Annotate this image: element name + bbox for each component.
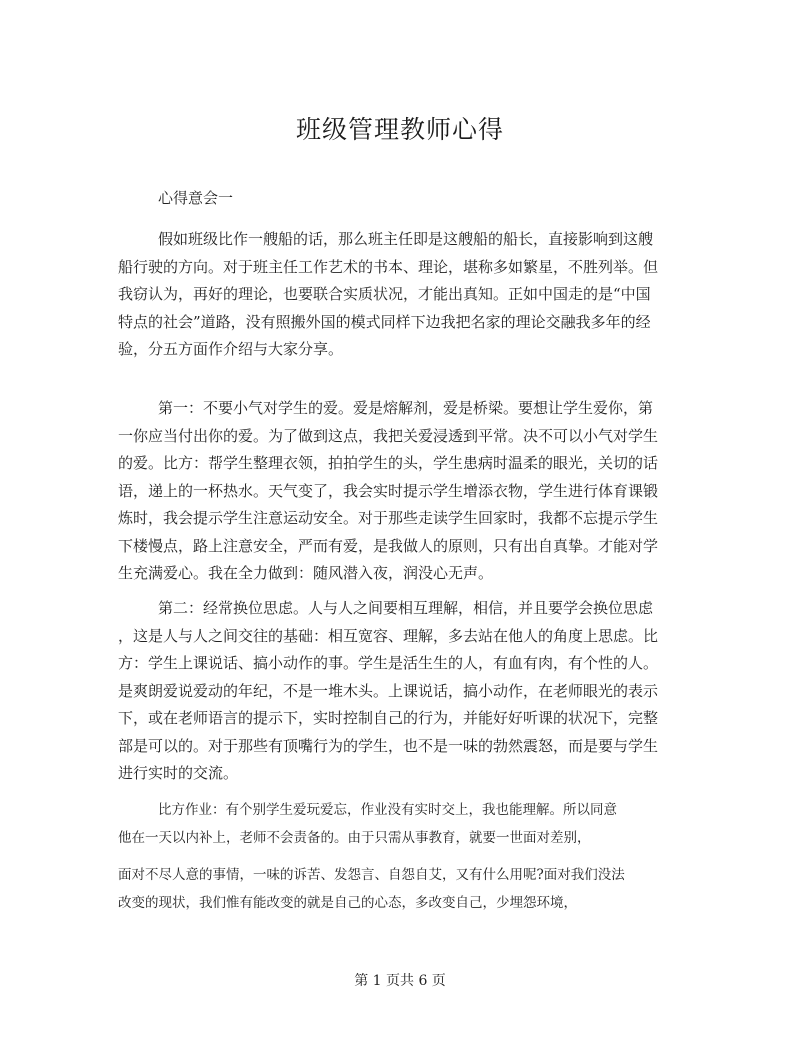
paragraph-line: ，这是人与人之间交往的基础：相互宽容、理解，多去站在他人的角度上思虑。比: [118, 626, 659, 645]
paragraph-line: 改变的现状，我们惟有能改变的就是自己的心态，多改变自己，少埋怨环境，: [118, 894, 577, 911]
page-footer: 第 1 页共 6 页: [354, 973, 446, 989]
paragraph-1: [118, 226, 658, 364]
paragraph-line: 进行实时的交流。: [118, 764, 239, 782]
paragraph-line: 炼时，我会提示学生注意运动安全。对于那些走读学生回家时，我都不忘提示学生: [118, 509, 659, 527]
paragraph-line: 比方作业：有个别学生爱玩爱忘，作业没有实时交上，我也能理解。所以同意: [158, 802, 617, 818]
paragraph-3: [118, 595, 658, 788]
paragraph-line: 是爽朗爱说爱动的年纪，不是一堆木头。上课说话，搞小动作，在老师眼光的表示: [118, 681, 659, 700]
paragraph-line: 船行驶的方向。对于班主任工作艺术的书本、理论，堪称多如繁星，不胜列举。但: [118, 257, 659, 276]
paragraph-line: 的爱。比方：帮学生整理衣领，拍拍学生的头，学生患病时温柔的眼光，关切的话: [118, 454, 659, 472]
paragraph-line: 面对不尽人意的事情，一味的诉苦、发怨言、自怨自艾，又有什么用呢?面对我们没法: [118, 867, 625, 883]
paragraph-line: 语，递上的一杯热水。天气变了，我会实时提示学生增添衣物，学生进行体育课锻: [118, 481, 659, 500]
paragraph-line: 下楼慢点，路上注意安全，严而有爱，是我做人的原则，只有出自真挚。才能对学: [118, 536, 659, 555]
page-title: 班级管理教师心得: [295, 115, 504, 144]
paragraph-line: 生充满爱心。我在全力做到：随风潜入夜，润没心无声。: [118, 564, 494, 582]
paragraph-line: 第一：不要小气对学生的爱。爱是熔解剂，爱是桥梁。要想让学生爱你，第: [158, 399, 654, 417]
paragraph-4: [118, 797, 658, 852]
section-heading: 心得意会一: [158, 189, 234, 207]
paragraph-line: 第二：经常换位思虑。人与人之间要相互理解，相信，并且要学会换位思虑: [158, 599, 654, 617]
paragraph-line: 一你应当付出你的爱。为了做到这点，我把关爱浸透到平常。决不可以小气对学生: [118, 426, 659, 445]
paragraph-line: 他在一天以内补上，老师不会责备的。由于只需从事教育，就要一世面对差别，: [118, 829, 591, 846]
paragraph-line: 部是可以的。对于那些有顶嘴行为的学生，也不是一味的勃然震怒，而是要与学生: [118, 736, 659, 755]
paragraph-line: 特点的社会”道路，没有照搬外国的模式同样下边我把名家的理论交融我多年的经: [118, 312, 651, 331]
paragraph-2: [118, 395, 658, 588]
paragraph-5: [118, 862, 658, 917]
paragraph-line: 方：学生上课说话、搞小动作的事。学生是活生生的人，有血有肉，有个性的人。: [118, 654, 659, 672]
paragraph-line: 验，分五方面作介绍与大家分享。: [118, 340, 344, 358]
paragraph-line: 我窃认为，再好的理论，也要联合实质状况，才能出真知。正如中国走的是“中国: [118, 285, 651, 303]
paragraph-line: 下，或在老师语言的提示下，实时控制自己的行为，并能好好听课的状况下，完整: [118, 709, 659, 727]
paragraph-line: 假如班级比作一艘船的话，那么班主任即是这艘船的船长，直接影响到这艘: [158, 230, 654, 248]
